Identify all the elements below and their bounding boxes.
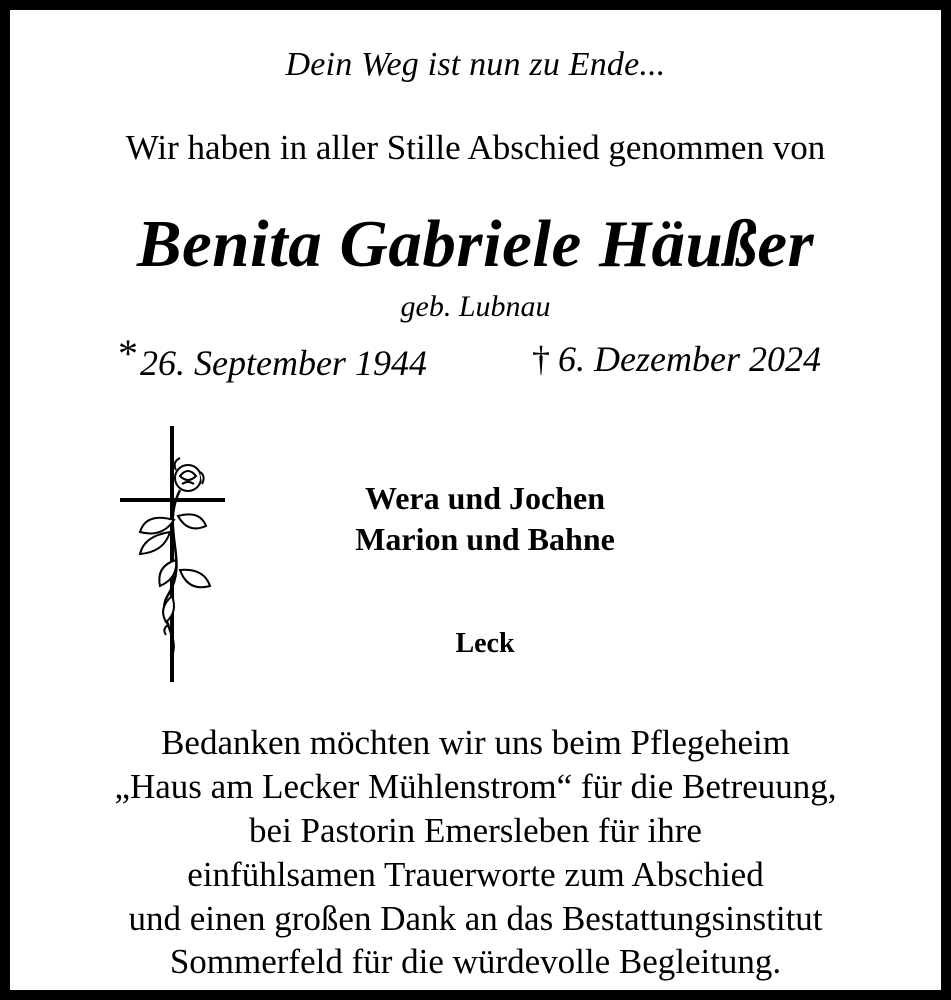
intro-line: Wir haben in aller Stille Abschied genommen von bbox=[125, 128, 826, 167]
birth-date: 26. September 1944 bbox=[140, 343, 427, 383]
thanks-line: einfühlsamen Trauerworte zum Abschied bbox=[187, 855, 764, 894]
cross-with-rose-icon bbox=[110, 420, 240, 690]
deceased-name: Benita Gabriele Häußer bbox=[136, 207, 815, 281]
thanks-line: und einen großen Dank an das Bestattungsinstitut bbox=[128, 899, 823, 938]
motto-line: Dein Weg ist nun zu Ende... bbox=[285, 46, 666, 83]
thanks-line: Sommerfeld für die würdevolle Begleitung. bbox=[169, 942, 782, 981]
death-cross-icon: † bbox=[532, 339, 550, 379]
thanks-line: Bedanken möchten wir uns beim Pflegeheim bbox=[161, 723, 790, 762]
mourner-line: Marion und Bahne bbox=[355, 521, 615, 557]
birth-date-group bbox=[118, 331, 427, 385]
birth-star-icon: * bbox=[118, 331, 138, 376]
thanks-line: bei Pastorin Emersleben für ihre bbox=[249, 811, 702, 850]
place-name: Leck bbox=[455, 628, 515, 659]
maiden-name: geb. Lubnau bbox=[400, 290, 551, 323]
death-date: 6. Dezember 2024 bbox=[558, 339, 821, 379]
death-date-group bbox=[532, 338, 821, 380]
mourner-line: Wera und Jochen bbox=[364, 480, 606, 516]
thanks-line: „Haus am Lecker Mühlenstrom“ für die Betreuung, bbox=[114, 767, 837, 806]
